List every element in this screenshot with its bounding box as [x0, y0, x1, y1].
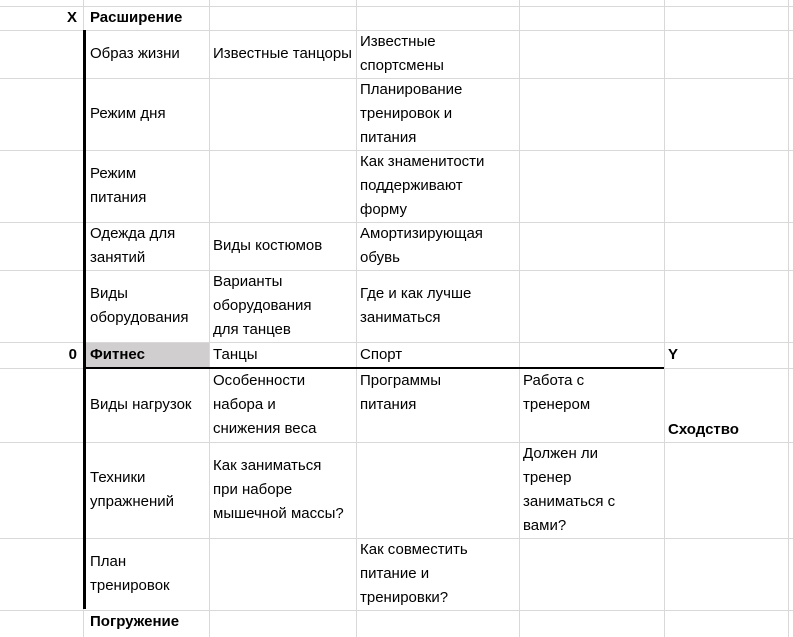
x-axis-label[interactable]: X [66, 9, 77, 26]
top-row-label[interactable]: Виды оборудования [90, 285, 189, 326]
top-row-cell[interactable]: Планирование тренировок и питания [360, 81, 463, 146]
top-row-label[interactable]: Одежда для занятий [90, 225, 176, 266]
bottom-row-cell[interactable] [209, 538, 356, 610]
center-cell-selected[interactable]: Фитнес [86, 343, 209, 367]
bottom-row-cell[interactable]: Как заниматься при наборе мышечной массы? [213, 457, 344, 522]
bottom-row-label[interactable]: Техники упражнений [90, 469, 175, 510]
bottom-row-cell[interactable]: Особенности набора и снижения веса [213, 372, 317, 437]
bottom-row-cell[interactable]: Должен ли тренер заниматься с вами? [523, 445, 616, 534]
top-row-label[interactable]: Образ жизни [90, 45, 180, 62]
top-row-cell[interactable]: Известные танцоры [213, 45, 352, 62]
top-row-cell[interactable]: Как знаменитости поддерживают форму [360, 153, 485, 218]
top-row-cell[interactable]: Амортизирующая обувь [360, 225, 483, 266]
top-row-label[interactable]: Режим дня [90, 105, 166, 122]
top-row-cell[interactable]: Известные спортсмены [360, 33, 444, 74]
top-row-cell[interactable]: Варианты оборудования для танцев [213, 273, 312, 338]
top-row-cell[interactable]: Где и как лучше заниматься [360, 285, 472, 326]
bottom-row-label[interactable]: Виды нагрузок [90, 396, 192, 413]
bottom-row-cell[interactable]: Как совместить питание и тренировки? [360, 541, 468, 606]
bottom-row-cell[interactable] [356, 442, 519, 538]
bottom-row-cell[interactable]: Работа с тренером [523, 372, 591, 413]
top-axis-label[interactable]: Расширение [90, 9, 183, 26]
top-row-cell[interactable] [209, 78, 356, 150]
zero-label[interactable]: 0 [68, 346, 77, 363]
bottom-row-cell[interactable] [519, 538, 664, 610]
center-cell[interactable]: Танцы [213, 346, 258, 363]
bottom-row-cell[interactable]: Программы питания [360, 372, 442, 413]
top-row-cell[interactable] [209, 150, 356, 222]
bottom-row-label[interactable]: План тренировок [90, 553, 170, 594]
bottom-axis-label[interactable]: Погружение [90, 613, 180, 630]
top-row-cell[interactable]: Виды костюмов [213, 237, 323, 254]
right-axis-label[interactable]: Сходство [668, 421, 739, 438]
center-cell[interactable]: Спорт [360, 346, 403, 363]
top-row-label[interactable]: Режим питания [90, 165, 147, 206]
y-axis-label[interactable]: Y [668, 346, 679, 363]
